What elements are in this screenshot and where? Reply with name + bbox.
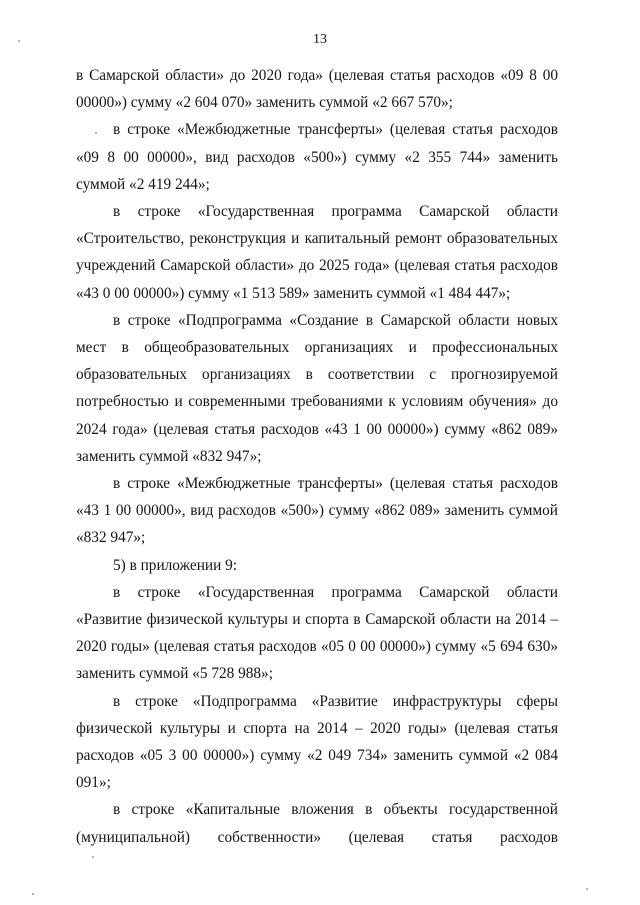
- scan-speck: [18, 40, 20, 42]
- paragraph-5: в строке «Межбюджетные трансферты» (целевая статья расходов «43 1 00 00000», вид расходов «500») сумму «862 089» заменить суммой «832 947»;: [76, 475, 558, 547]
- page-number: 13: [313, 32, 327, 47]
- paragraph-8: в строке «Подпрограмма «Развитие инфраструктуры сферы физической культуры и спорта на 2014 – 2020 годы» (целевая статья расходов «05 3 00 00000») сумму «2 049 734» заменить суммой «2 084 091»;: [76, 692, 558, 792]
- scan-speck: [32, 893, 34, 895]
- paragraph-6: 5) в приложении 9:: [113, 556, 237, 574]
- scan-speck: [95, 132, 97, 134]
- scan-speck: [586, 888, 588, 890]
- scan-speck: [92, 856, 94, 858]
- paragraph-7: в строке «Государственная программа Самарской области «Развитие физической культуры и спорта в Самарской области на 2014 – 2020 годы» (целевая статья расходов «05 0 00 00000») сумму «5 694 630» заменить суммой «5 728 988»;: [76, 583, 558, 683]
- document-body: [76, 62, 558, 851]
- paragraph-4: в строке «Подпрограмма «Создание в Самарской области новых мест в общеобразовательных организациях и профессиональных образовательных организациях в соответствии с прогнозируемой потребностью и современными требованиями к условиям обучения» до 2024 года» (целевая статья расходов «43 1 00 00000») сумму «862 089» заменить суммой «832 947»;: [76, 311, 558, 465]
- paragraph-1: в Самарской области» до 2020 года» (целевая статья расходов «09 8 00 00000») сумму «2 604 070» заменить суммой «2 667 570»;: [76, 67, 558, 112]
- paragraph-3: в строке «Государственная программа Самарской области «Строительство, реконструкция и капитальный ремонт образовательных учреждений Самарской области» до 2025 года» (целевая статья расходов «43 0 00 00000») сумму «1 513 589» заменить суммой «1 484 447»;: [76, 203, 558, 302]
- paragraph-9: в строке «Капитальные вложения в объекты государственной (муниципальной) собственности» (целевая статья расходов: [76, 801, 558, 846]
- paragraph-2: в строке «Межбюджетные трансферты» (целевая статья расходов «09 8 00 00000», вид расходов «500») сумму «2 355 744» заменить суммой «2 419 244»;: [76, 121, 558, 193]
